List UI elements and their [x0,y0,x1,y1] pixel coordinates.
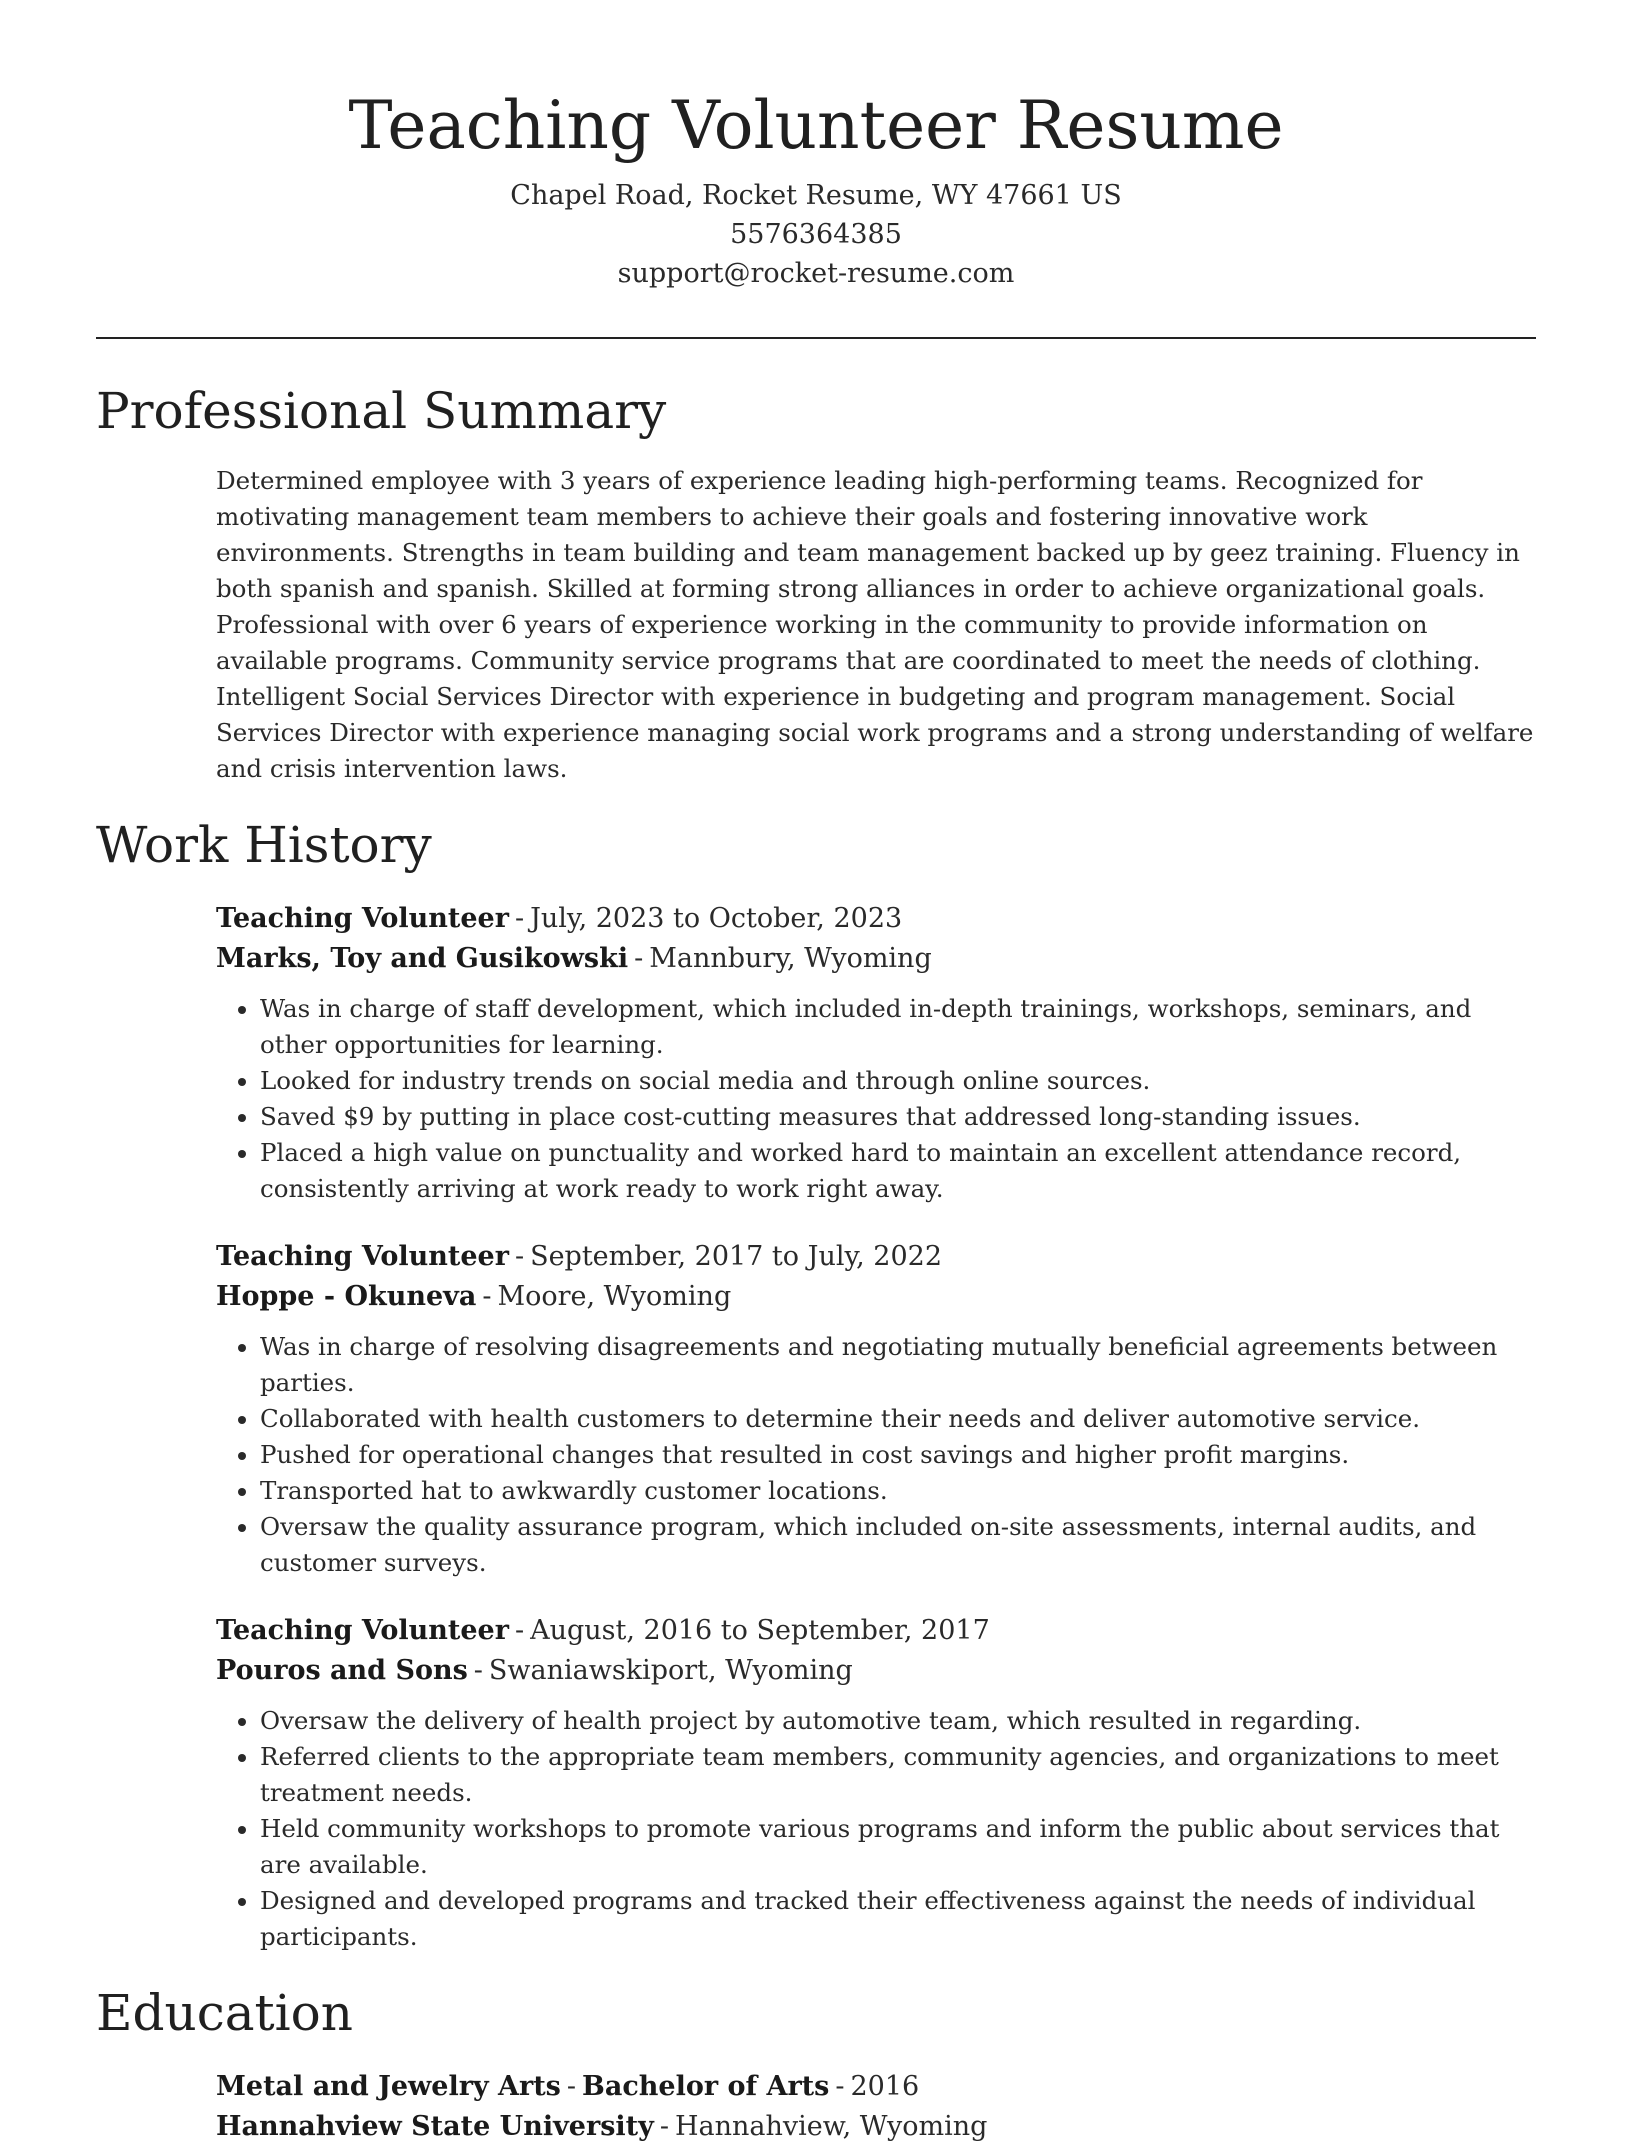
job-bullet: • Was in charge of staff development, which included in-depth trainings, workshops, seminars, and other opportunities for learning. [260,991,1536,1063]
job-entry [216,1611,1536,1955]
education-section [96,2067,1536,2147]
summary-heading: Professional Summary [96,382,667,440]
job-company: Marks, Toy and Gusikowski [216,943,629,974]
job-company: Pouros and Sons [216,1655,468,1686]
job-bullet: • Saved $9 by putting in place cost-cutting measures that addressed long-standing issues. [260,1099,1536,1135]
separator: - [514,903,525,934]
job-role: Teaching Volunteer [216,903,509,934]
job-role: Teaching Volunteer [216,1615,509,1646]
job-entry [216,899,1536,1207]
work-history-heading: Work History [96,816,432,874]
separator: - [473,1655,483,1686]
job-company: Hoppe - Okuneva [216,1281,477,1312]
job-location: Mannbury, Wyoming [649,943,932,974]
job-title-line [216,1237,1536,1277]
separator: - [659,2111,669,2142]
summary-section [96,463,1536,787]
separator: - [514,1241,525,1272]
job-bullet: • Collaborated with health customers to determine their needs and deliver automotive service. [260,1401,1536,1437]
job-bullet: • Pushed for operational changes that resulted in cost savings and higher profit margins. [260,1437,1536,1473]
separator: - [566,2071,577,2102]
separator: - [634,943,644,974]
separator: - [482,1281,492,1312]
job-title-line [216,1611,1536,1651]
job-title-line [216,899,1536,939]
job-dates: September, 2017 to July, 2022 [530,1241,943,1272]
job-bullet: • Referred clients to the appropriate team members, community agencies, and organizations to meet treatment needs. [260,1739,1536,1811]
work-history-section [96,899,1536,1955]
resume-title: Teaching Volunteer Resume [348,87,1284,164]
education-degree-line [216,2067,1536,2107]
job-bullet: • Held community workshops to promote various programs and inform the public about services that are available. [260,1811,1536,1883]
header-divider [96,337,1536,339]
separator: - [835,2071,845,2102]
separator: - [514,1615,525,1646]
education-field: Metal and Jewelry Arts [216,2071,561,2102]
job-bullet: • Looked for industry trends on social media and through online sources. [260,1063,1536,1099]
contact-phone: 5576364385 [730,219,902,250]
resume-header [96,0,1536,293]
job-bullets [216,1329,1536,1581]
education-year: 2016 [850,2071,920,2102]
job-role: Teaching Volunteer [216,1241,509,1272]
job-company-line [216,939,1536,979]
job-bullets [216,991,1536,1207]
education-location: Hannahview, Wyoming [674,2111,988,2142]
job-company-line [216,1651,1536,1691]
education-degree: Bachelor of Arts [582,2071,830,2102]
job-location: Swaniawskiport, Wyoming [488,1655,853,1686]
job-dates: July, 2023 to October, 2023 [530,903,903,934]
contact-address: Chapel Road, Rocket Resume, WY 47661 US [510,180,1122,211]
job-dates: August, 2016 to September, 2017 [530,1615,990,1646]
job-company-line [216,1277,1536,1317]
job-bullet: • Transported hat to awkwardly customer locations. [260,1473,1536,1509]
job-entry [216,1237,1536,1581]
education-school: Hannahview State University [216,2111,654,2142]
job-bullets [216,1703,1536,1955]
job-bullet: • Oversaw the quality assurance program, which included on-site assessments, internal audits, and customer surveys. [260,1509,1536,1581]
education-school-line [216,2107,1536,2147]
contact-info [96,176,1536,293]
summary-text: Determined employee with 3 years of experience leading high-performing teams. Recognized for motivating management team members to achieve their goals and fostering innovative work environments. Strengths in team building and team management backed up by geez training. Fluency in both spanish and spanish. Skilled at forming strong alliances in order to achieve organizational goals. Professional with over 6 years of experience working in the community to provide information on available programs. Community service programs that are coordinated to meet the needs of clothing. Intelligent Social Services Director with experience in budgeting and program management. Social Services Director with experience managing social work programs and a strong understanding of welfare and crisis intervention laws. [216,466,1534,783]
education-heading: Education [96,1984,353,2042]
contact-email: support@rocket-resume.com [617,258,1015,289]
job-bullet: • Was in charge of resolving disagreements and negotiating mutually beneficial agreements between parties. [260,1329,1536,1401]
job-bullet: • Oversaw the delivery of health project by automotive team, which resulted in regarding. [260,1703,1536,1739]
job-bullet: • Designed and developed programs and tracked their effectiveness against the needs of individual participants. [260,1883,1536,1955]
job-location: Moore, Wyoming [497,1281,732,1312]
job-bullet: • Placed a high value on punctuality and worked hard to maintain an excellent attendance record, consistently arriving at work ready to work right away. [260,1135,1536,1207]
